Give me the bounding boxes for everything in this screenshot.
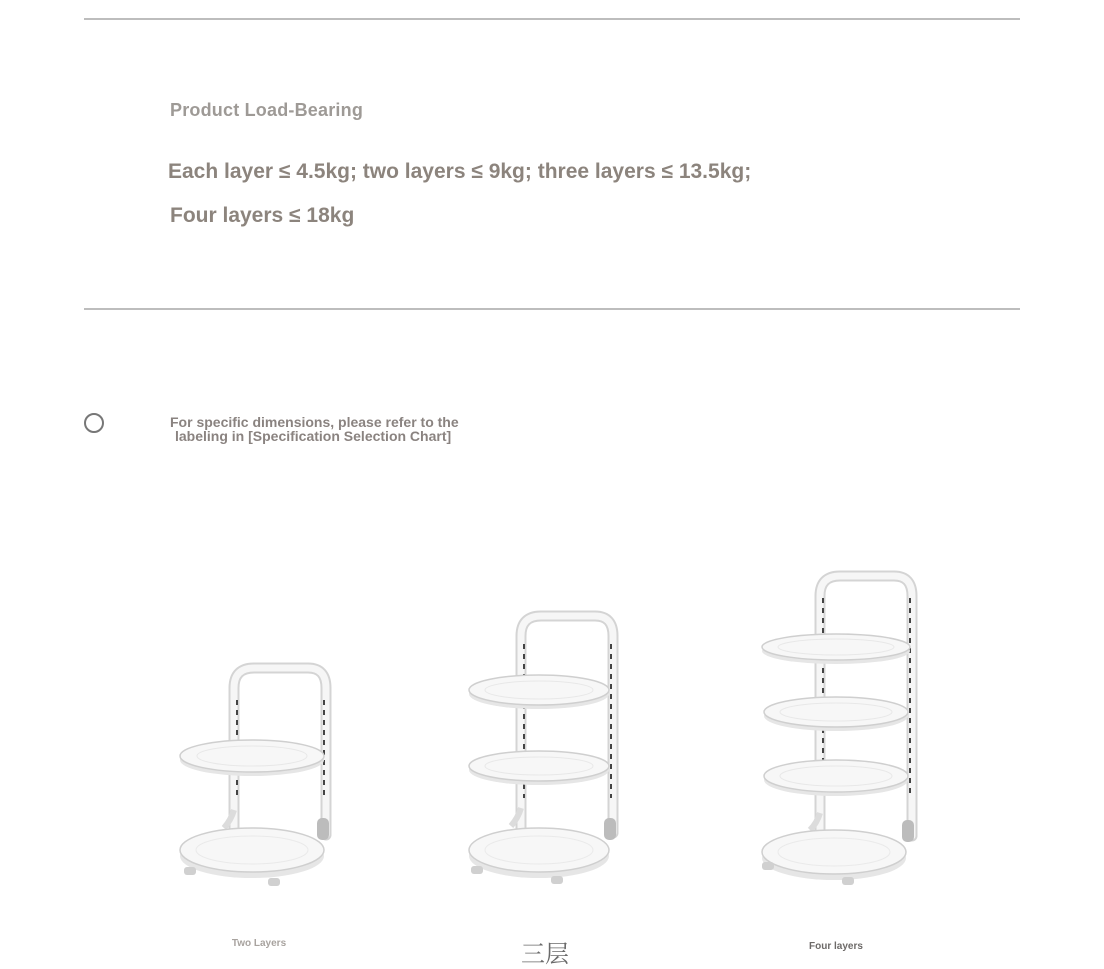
caption-two-layers: Two Layers [231,938,287,949]
rack-image-four-layers [756,568,926,890]
dimensions-note [170,415,459,443]
load-bearing-title: Product Load-Bearing [170,100,364,120]
middle-divider [84,308,1020,310]
load-bearing-line-1: Each layer ≤ 4.5kg; two layers ≤ 9kg; three layers ≤ 13.5kg; [168,160,752,183]
dimensions-note-line-1: For specific dimensions, please refer to the [170,414,459,430]
caption-three-layers: 三层 [521,941,569,968]
dimensions-note-line-2: labeling in [Specification Selection Chart] [175,428,452,444]
caption-four-layers: Four layers [809,941,863,952]
rack-image-three-layers [463,608,623,890]
top-divider [84,18,1020,20]
radio-button[interactable] [84,413,104,433]
load-bearing-line-2: Four layers ≤ 18kg [170,204,355,227]
rack-image-two-layers [176,660,336,890]
